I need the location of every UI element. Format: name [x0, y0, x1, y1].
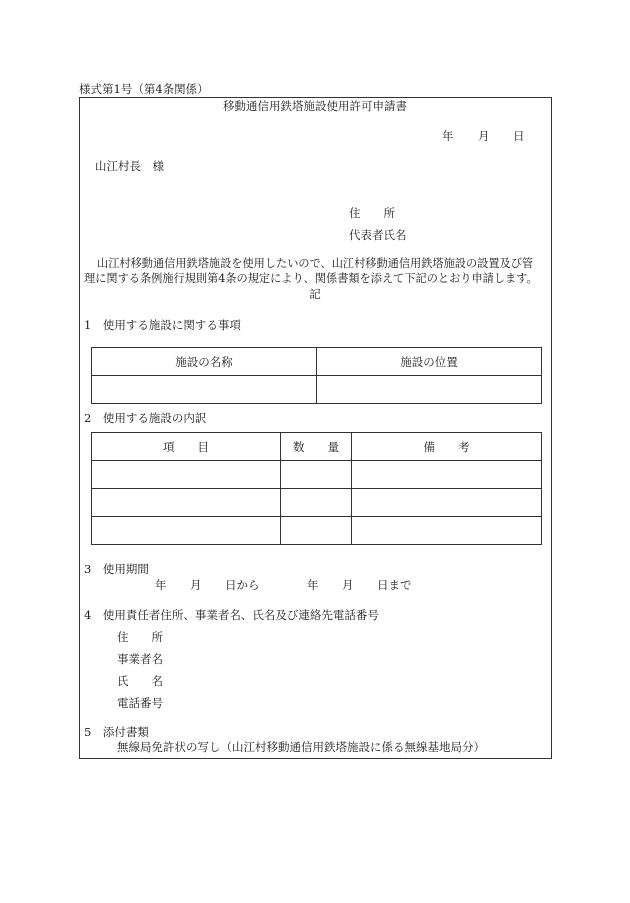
person-name-label: 氏 名	[117, 674, 163, 688]
section2-heading: 2 使用する施設の内訳	[84, 411, 207, 425]
body-text-line1: 山江村移動通信用鉄塔施設を使用したいので、山江村移動通信用鉄塔施設の設置及び管	[97, 257, 534, 270]
remarks-header: 備 考	[352, 433, 542, 461]
phone-number-label: 電話番号	[117, 696, 163, 710]
remarks-cell[interactable]	[352, 461, 542, 489]
business-name-label: 事業者名	[117, 652, 163, 666]
addressee: 山江村長 様	[95, 159, 164, 173]
period-from-day: 日から	[225, 578, 260, 592]
attachment-item: 無線局免許状の写し（山江村移動通信用鉄塔施設に係る無線基地局分）	[117, 740, 485, 754]
item-header: 項 目	[92, 433, 281, 461]
section1-heading: 1 使用する施設に関する事項	[84, 318, 241, 332]
facility-name-header: 施設の名称	[92, 348, 317, 376]
form-title: 移動通信用鉄塔施設使用許可申請書	[223, 99, 407, 113]
table-row	[92, 517, 542, 545]
table-row	[92, 489, 542, 517]
item-cell[interactable]	[92, 489, 281, 517]
breakdown-table	[91, 432, 542, 545]
applicant-representative-label: 代表者氏名	[349, 228, 407, 242]
responsible-address-label: 住 所	[117, 630, 163, 644]
facility-location-header: 施設の位置	[317, 348, 542, 376]
period-to-month: 月	[342, 578, 354, 592]
date-day: 日	[513, 129, 525, 143]
period-to-day: 日まで	[377, 578, 412, 592]
applicant-address-label: 住 所	[349, 206, 395, 220]
section3-heading: 3 使用期間	[84, 562, 149, 576]
quantity-cell[interactable]	[281, 461, 352, 489]
facility-location-cell[interactable]	[317, 376, 542, 404]
item-cell[interactable]	[92, 461, 281, 489]
remarks-cell[interactable]	[352, 489, 542, 517]
date-month: 月	[478, 129, 490, 143]
quantity-cell[interactable]	[281, 517, 352, 545]
ki-label: 記	[309, 287, 321, 301]
period-to-year: 年	[307, 578, 319, 592]
period-from-year: 年	[155, 578, 167, 592]
body-text-line2: 理に関する条例施行規則第4条の規定により、関係書類を添えて下記のとおり申請します。	[84, 272, 538, 285]
date-year: 年	[442, 129, 454, 143]
section5-heading: 5 添付書類	[84, 725, 149, 739]
section4-heading: 4 使用責任者住所、事業者名、氏名及び連絡先電話番号	[84, 608, 379, 622]
quantity-header: 数 量	[281, 433, 352, 461]
period-from-month: 月	[190, 578, 202, 592]
table-row	[92, 376, 542, 404]
form-number: 様式第1号（第4条関係）	[79, 82, 209, 96]
facility-name-cell[interactable]	[92, 376, 317, 404]
item-cell[interactable]	[92, 517, 281, 545]
facility-table	[91, 347, 542, 404]
table-row	[92, 461, 542, 489]
quantity-cell[interactable]	[281, 489, 352, 517]
remarks-cell[interactable]	[352, 517, 542, 545]
